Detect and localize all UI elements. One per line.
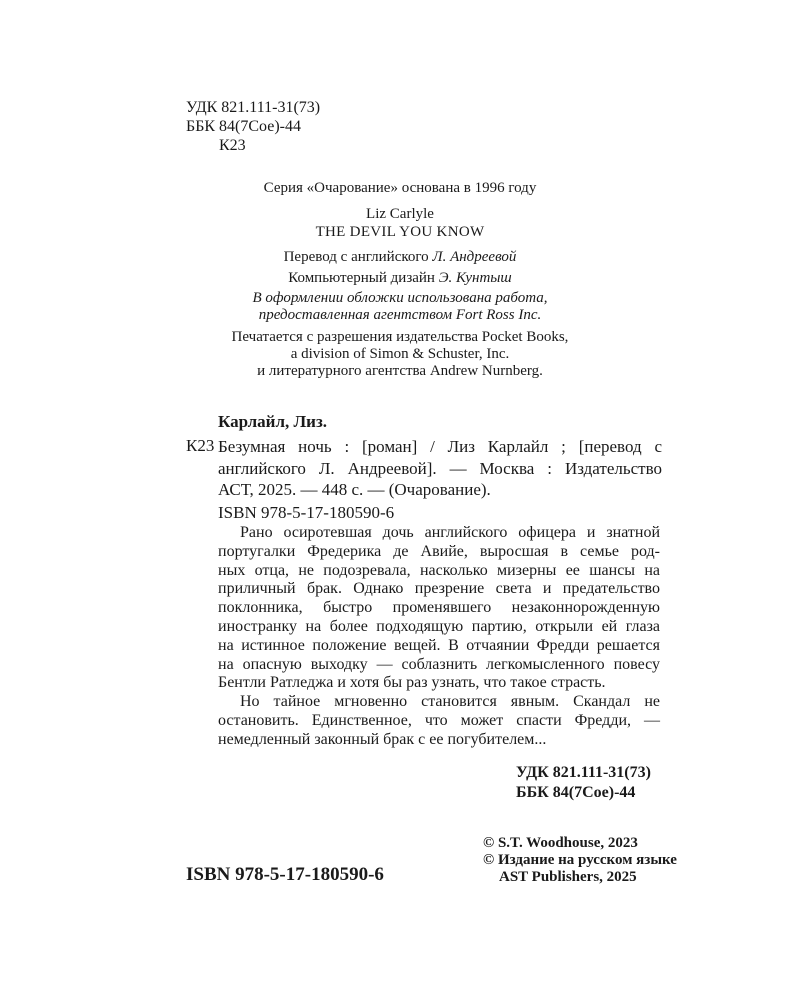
annotation-line: Рано осиротевшая дочь английского офицера и знатной <box>240 524 660 541</box>
annotation-line: немедленный законный брак с ее погубителем... <box>218 730 547 748</box>
design-credit <box>0 270 800 287</box>
translation-credit <box>0 249 800 266</box>
header-bbk: ББК 84(7Сое)-44 <box>186 118 301 135</box>
designer-name: Э. Кунтыш <box>438 270 512 286</box>
translator-name: Л. Андреевой <box>432 249 517 265</box>
series-note: Серия «Очарование» основана в 1996 году <box>263 180 537 196</box>
annotation-line: Бентли Ратледжа и хотя бы раз узнать, что такое страсть. <box>218 674 606 692</box>
copyright-line-2: © Издание на русском языке <box>483 852 677 868</box>
annotation-line: приличный брак. Однако презрение света и предательство <box>218 580 660 598</box>
annotation-line: иностранку на более подходящую партию, открыли ей глаза <box>218 617 660 635</box>
annotation-line: Но тайное мгновенно становится явным. Скандал не <box>240 693 660 711</box>
catalog-isbn: ISBN 978-5-17-180590-6 <box>218 503 395 522</box>
annotation <box>218 524 660 750</box>
catalog-description-line: английского Л. Андреевой]. — Москва : Издательство <box>218 458 662 478</box>
original-title: THE DEVIL YOU KNOW <box>315 224 485 240</box>
translation-label: Перевод с английского <box>283 249 429 265</box>
annotation-line: на истинное положение вещей. В отчаянии Фредди решается <box>218 636 660 654</box>
permission-line-1: Печатается с разрешения издательства Pocket Books, <box>231 329 569 345</box>
annotation-line: остановить. Единственное, что может спасти Фредди, — <box>218 711 660 729</box>
copyright-line-1: © S.T. Woodhouse, 2023 <box>483 835 638 851</box>
annotation-line: португалки Фредерика де Авийе, выросшая в семье род- <box>218 542 660 560</box>
cover-note-line-2: предоставленная агентством Fort Ross Inc. <box>258 307 542 323</box>
permission-line-3: и литературного агентства Andrew Nurnberg. <box>257 363 543 379</box>
annotation-line: поклонника, быстро променявшего незаконнорожденную <box>218 599 660 617</box>
header-udk: УДК 821.111-31(73) <box>186 99 321 116</box>
isbn-bottom: ISBN 978-5-17-180590-6 <box>186 864 384 885</box>
footer-udk: УДК 821.111-31(73) <box>516 764 651 781</box>
annotation-line: ных отца, не подозревала, насколько мизерны ее шансы на <box>218 561 660 579</box>
catalog-description-line: Безумная ночь : [роман] / Лиз Карлайл ; [перевод с <box>218 437 662 456</box>
catalog-description <box>218 436 662 501</box>
footer-bbk: ББК 84(7Сое)-44 <box>516 784 636 801</box>
catalog-mark: К23 <box>186 436 215 455</box>
copyright-line-3: AST Publishers, 2025 <box>499 869 637 885</box>
catalog-description-line: АСТ, 2025. — 448 с. — (Очарование). <box>218 480 491 499</box>
design-label: Компьютерный дизайн <box>288 270 435 286</box>
original-author: Liz Carlyle <box>366 206 434 222</box>
cover-note-line-1: В оформлении обложки использована работа, <box>252 290 548 306</box>
permission-line-2: a division of Simon & Schuster, Inc. <box>290 346 510 362</box>
annotation-line: на опасную выходку — соблазнить легкомысленного повесу <box>218 655 660 673</box>
catalog-author-heading: Карлайл, Лиз. <box>218 412 328 431</box>
header-author-mark: К23 <box>219 137 246 154</box>
